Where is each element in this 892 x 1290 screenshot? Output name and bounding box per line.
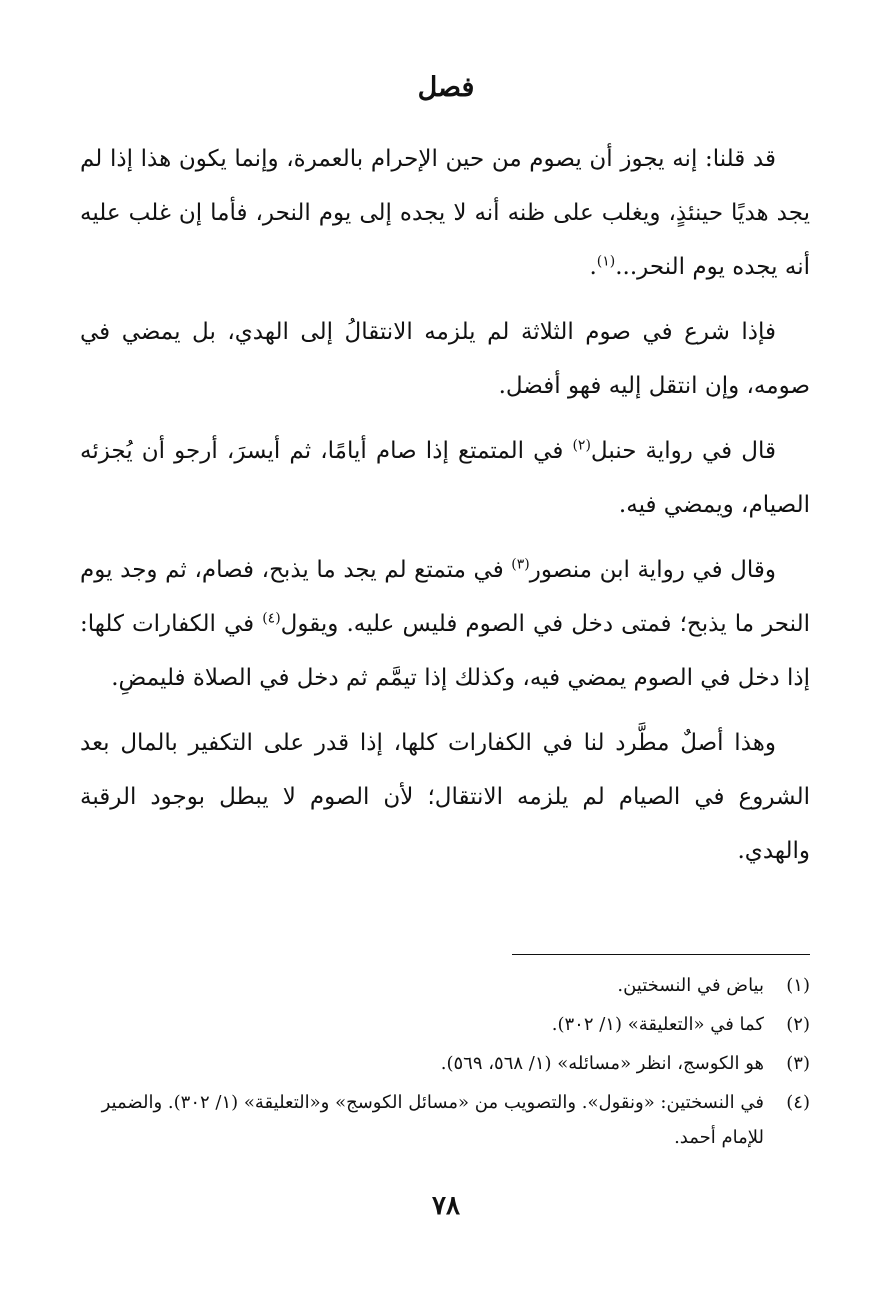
body-text bbox=[80, 132, 810, 889]
page-number: ٧٨ bbox=[432, 1191, 460, 1221]
paragraph-5 bbox=[80, 716, 810, 878]
section-heading: فصل bbox=[417, 72, 475, 103]
footnote-reference: (١) bbox=[596, 253, 616, 270]
footnote-2 bbox=[80, 1007, 810, 1042]
footnote-text: في النسختين: «ونقول». والتصويب من «مسائل الكوسج» و«التعليقة» (١/ ٣٠٢). والضمير للإمام أحمد. bbox=[101, 1092, 764, 1148]
paragraph-1 bbox=[80, 132, 810, 294]
footnote-1 bbox=[80, 968, 810, 1003]
paragraph-text: . bbox=[589, 254, 597, 280]
paragraph-2 bbox=[80, 305, 810, 413]
paragraph-text: في المتمتع إذا صام أيامًا، ثم أيسرَ، أرجو أن يُجزئه الصيام، ويمضي فيه. bbox=[80, 438, 810, 518]
footnotes bbox=[80, 968, 810, 1159]
paragraph-3 bbox=[80, 424, 810, 532]
footnote-text: هو الكوسج، انظر «مسائله» (١/ ٥٦٨، ٥٦٩). bbox=[440, 1053, 764, 1074]
footnote-text: بياض في النسختين. bbox=[617, 975, 764, 996]
paragraph-4 bbox=[80, 543, 810, 705]
footnote-number: (١) bbox=[786, 975, 810, 996]
footnote-separator bbox=[512, 954, 810, 955]
footnote-reference: (٣) bbox=[511, 556, 530, 573]
footnote-number: (٣) bbox=[786, 1053, 810, 1074]
paragraph-text: قد قلنا: إنه يجوز أن يصوم من حين الإحرام بالعمرة، وإنما يكون هذا إذا لم يجد هديًا حينئذٍ، ويغلب على ظنه أنه لا يجده إلى يوم النحر، فأما إن غلب عليه أنه يجده يوم النحر... bbox=[80, 146, 811, 280]
footnote-reference: (٤) bbox=[262, 610, 281, 627]
paragraph-text: في متمتع لم يجد ما يذبح، فصام، ثم وجد يوم النحر ما يذبح؛ فمتى دخل في الصوم فليس عليه. ويقول bbox=[80, 557, 810, 637]
footnote-4 bbox=[80, 1085, 810, 1155]
footnote-number: (٢) bbox=[786, 1014, 810, 1035]
paragraph-text: فإذا شرع في صوم الثلاثة لم يلزمه الانتقالُ إلى الهدي، بل يمضي في صومه، وإن انتقل إليه فهو أفضل. bbox=[80, 319, 810, 399]
paragraph-text: وقال في رواية ابن منصور bbox=[529, 557, 776, 583]
paragraph-text: وهذا أصلٌ مطَّرد لنا في الكفارات كلها، إذا قدر على التكفير بالمال بعد الشروع في الصيام لم يلزمه الانتقال؛ لأن الصوم لا يبطل بوجود الرقبة والهدي. bbox=[80, 730, 810, 864]
footnote-reference: (٢) bbox=[572, 437, 591, 454]
footnote-text: كما في «التعليقة» (١/ ٣٠٢). bbox=[551, 1014, 764, 1035]
footnote-3 bbox=[80, 1046, 810, 1081]
paragraph-text: في الكفارات كلها: إذا دخل في الصوم يمضي فيه، وكذلك إذا تيمَّم ثم دخل في الصلاة فليمضِ. bbox=[80, 611, 810, 691]
footnote-number: (٤) bbox=[786, 1092, 810, 1113]
paragraph-text: قال في رواية حنبل bbox=[590, 438, 776, 464]
